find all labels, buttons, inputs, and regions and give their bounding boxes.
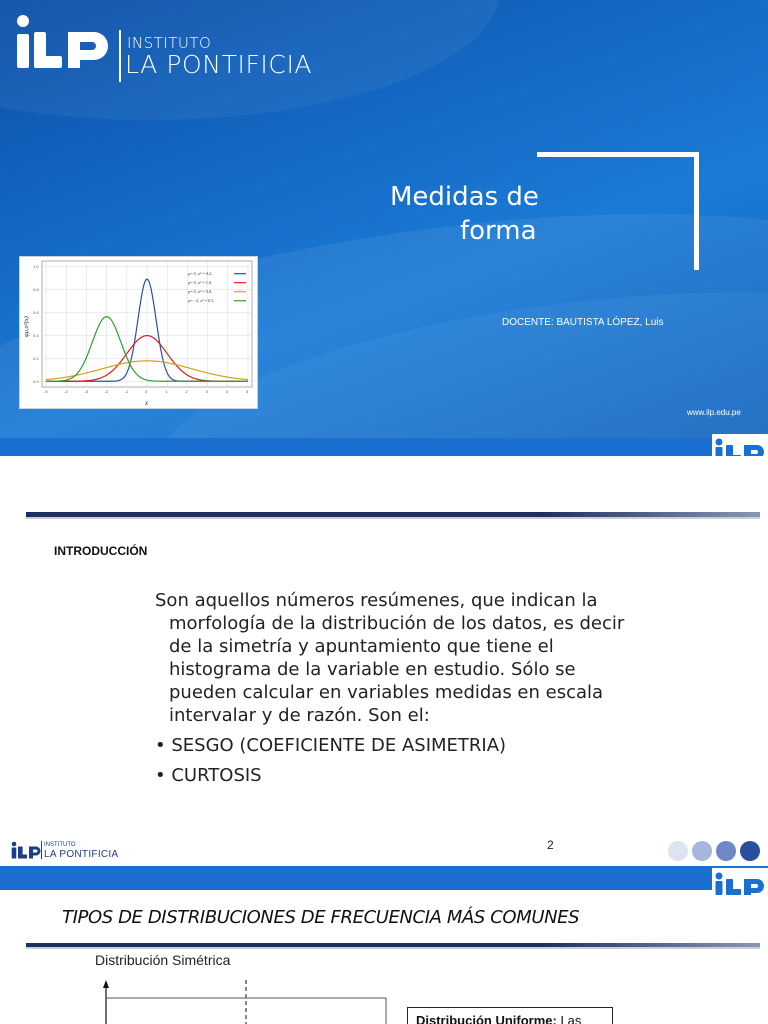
distributions-slide: [0, 866, 768, 1024]
page-number: 2: [547, 838, 554, 852]
introduction-slide: [0, 456, 768, 866]
decorative-dot-4: [740, 841, 760, 861]
legend-label: μ= −2, σ² = 0.5,: [188, 298, 215, 303]
header-rule-shadow: [26, 517, 760, 519]
x-tick-label: -1: [124, 389, 129, 394]
y-axis-arrow-icon: [103, 980, 109, 988]
footer-institute-name: LA PONTIFICIA: [44, 849, 119, 860]
x-tick-label: -5: [44, 389, 48, 394]
x-tick-label: -4: [64, 389, 68, 394]
docente-label: DOCENTE: BAUTISTA LÓPEZ, Luis: [502, 317, 664, 328]
paragraph-line: morfología de la distribución de los datos, es decir: [169, 613, 625, 634]
x-tick-label: 0: [145, 389, 148, 394]
decorative-dot-1: [668, 841, 688, 861]
y-tick-label: 1.0: [33, 264, 39, 270]
y-axis-label: φμ,σ²(x): [23, 316, 30, 337]
normal-curves-plot: [20, 257, 257, 408]
x-tick-label: 1: [165, 389, 168, 394]
slide-top-band: [0, 866, 768, 890]
title-slide: [0, 0, 768, 456]
slide-title-line1: Medidas de: [390, 182, 539, 212]
x-tick-label: 5: [245, 389, 249, 394]
x-tick-label: -2: [104, 389, 109, 394]
ilp-footer-logo: [10, 840, 42, 860]
paragraph-line: pueden calcular en variables medidas en escala: [169, 682, 604, 703]
ilp-corner-logo: [712, 434, 768, 456]
x-tick-label: 4: [225, 389, 229, 394]
title-frame-right: [694, 152, 699, 270]
ilp-corner-logo: [712, 868, 768, 900]
x-tick-label: 3: [205, 389, 208, 394]
symmetric-distribution-label: Distribución Simétrica: [95, 952, 231, 968]
uniform-text: Las: [556, 1013, 582, 1024]
bullet-sesgo: • SESGO (COEFICIENTE DE ASIMETRIA): [155, 735, 507, 756]
bullet-curtosis: • CURTOSIS: [155, 765, 262, 786]
legend-label: μ= 0, σ² = 5.0,: [188, 289, 213, 294]
paragraph-line: Son aquellos números resúmenes, que indican la: [155, 590, 598, 611]
footer-institute-label: INSTITUTO: [44, 842, 76, 848]
slide-bottom-band: [0, 438, 768, 456]
slide-heading: TIPOS DE DISTRIBUCIONES DE FRECUENCIA MÁS COMUNES: [62, 907, 580, 928]
uniform-title: Distribución Uniforme:: [416, 1013, 557, 1024]
symmetric-distribution-chart: [96, 976, 396, 1024]
slide-title-line2: forma: [460, 216, 537, 246]
ilp-logo: [14, 12, 114, 72]
uniform-distribution-note: [407, 1007, 613, 1024]
paragraph-line: intervalar y de razón. Son el:: [169, 705, 430, 726]
section-heading: INTRODUCCIÓN: [54, 544, 148, 558]
legend-label: μ= 0, σ² = 1.0,: [188, 280, 213, 285]
x-tick-label: 2: [185, 389, 188, 394]
header-rule-shadow: [26, 947, 760, 949]
introduction-paragraph: [155, 589, 655, 727]
x-axis-label: x: [145, 399, 149, 407]
decorative-dot-2: [692, 841, 712, 861]
y-tick-label: 0.0: [33, 378, 39, 384]
title-frame-top: [537, 152, 699, 157]
institute-name: LA PONTIFICIA: [125, 50, 313, 79]
website-link[interactable]: www.ilp.edu.pe: [687, 408, 741, 417]
footer-logo-divider: [41, 841, 42, 859]
introduction-body: [155, 589, 655, 787]
decorative-dot-3: [716, 841, 736, 861]
y-tick-label: 0.8: [33, 287, 39, 293]
normal-distribution-graph: [19, 256, 258, 409]
paragraph-line: de la simetría y apuntamiento que tiene el: [169, 636, 554, 657]
logo-divider: [119, 30, 121, 82]
y-tick-label: 0.2: [33, 355, 39, 361]
y-tick-label: 0.6: [33, 310, 39, 316]
y-tick-label: 0.4: [33, 332, 39, 338]
x-tick-label: -3: [84, 389, 88, 394]
legend-label: μ= 0, σ² = 0.2,: [188, 271, 213, 276]
paragraph-line: histograma de la variable en estudio. Sólo se: [169, 659, 576, 680]
institute-label: INSTITUTO: [127, 34, 212, 52]
